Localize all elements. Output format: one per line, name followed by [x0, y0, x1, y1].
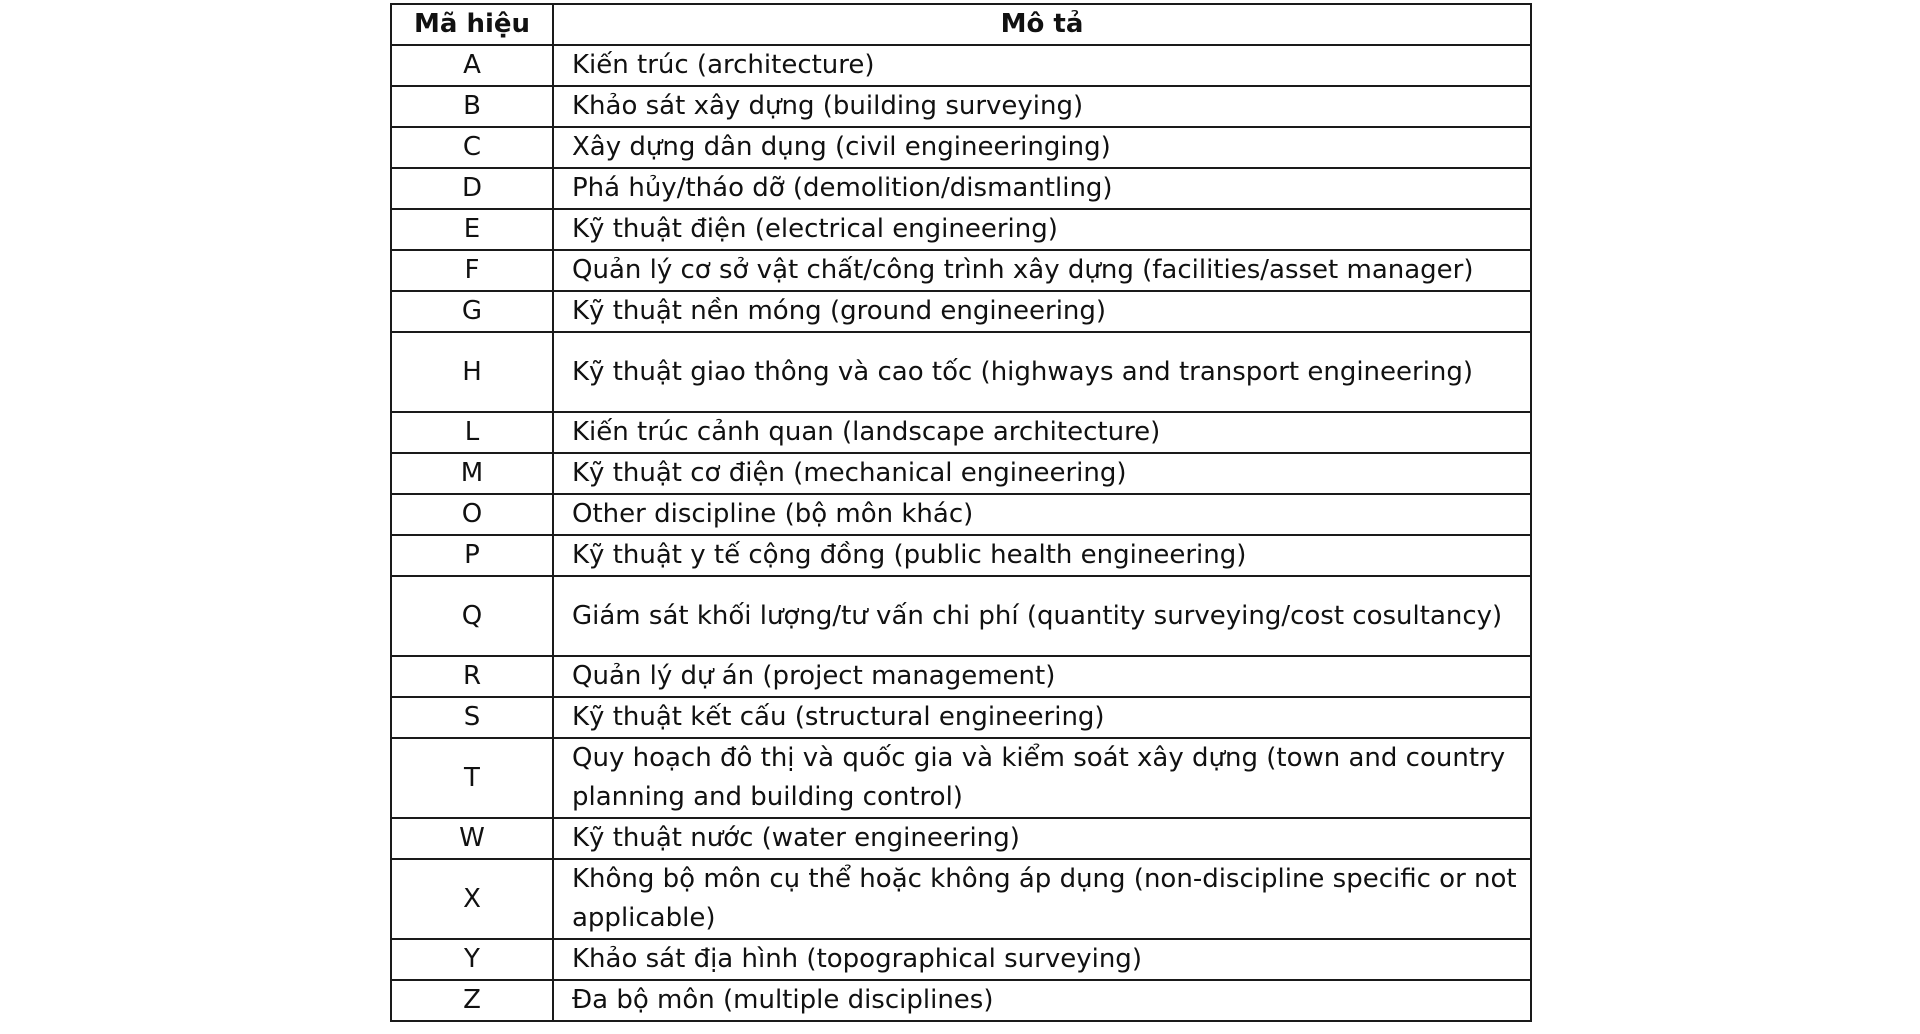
- row-code: E: [391, 209, 553, 250]
- discipline-codes-table: [390, 3, 1532, 1022]
- row-description: Đa bộ môn (multiple disciplines): [553, 980, 1531, 1021]
- table-row: [391, 453, 1531, 494]
- table-row: [391, 980, 1531, 1021]
- table-row: [391, 576, 1531, 656]
- row-description: Khảo sát xây dựng (building surveying): [553, 86, 1531, 127]
- table-row: [391, 127, 1531, 168]
- row-description: Kỹ thuật kết cấu (structural engineering): [553, 697, 1531, 738]
- table-row: [391, 168, 1531, 209]
- row-code: Z: [391, 980, 553, 1021]
- row-description: Kỹ thuật giao thông và cao tốc (highways and transport engineering): [553, 332, 1531, 412]
- row-description: Xây dựng dân dụng (civil engineeringing): [553, 127, 1531, 168]
- row-code: Q: [391, 576, 553, 656]
- header-description: Mô tả: [553, 4, 1531, 45]
- row-code: M: [391, 453, 553, 494]
- table-row: [391, 209, 1531, 250]
- table-row: [391, 738, 1531, 818]
- row-description: Khảo sát địa hình (topographical surveying): [553, 939, 1531, 980]
- table-row: [391, 412, 1531, 453]
- row-code: C: [391, 127, 553, 168]
- row-description: Kiến trúc (architecture): [553, 45, 1531, 86]
- table-body: [391, 45, 1531, 1021]
- row-code: S: [391, 697, 553, 738]
- row-code: F: [391, 250, 553, 291]
- row-code: L: [391, 412, 553, 453]
- row-description: Kiến trúc cảnh quan (landscape architecture): [553, 412, 1531, 453]
- row-code: P: [391, 535, 553, 576]
- row-code: R: [391, 656, 553, 697]
- row-description: Kỹ thuật điện (electrical engineering): [553, 209, 1531, 250]
- table-row: [391, 697, 1531, 738]
- row-code: D: [391, 168, 553, 209]
- row-description: Kỹ thuật nền móng (ground engineering): [553, 291, 1531, 332]
- table-row: [391, 859, 1531, 939]
- row-code: B: [391, 86, 553, 127]
- row-code: G: [391, 291, 553, 332]
- table-row: [391, 535, 1531, 576]
- row-code: W: [391, 818, 553, 859]
- row-description: Quản lý dự án (project management): [553, 656, 1531, 697]
- row-code: A: [391, 45, 553, 86]
- table-row: [391, 86, 1531, 127]
- table-row: [391, 494, 1531, 535]
- header-code: Mã hiệu: [391, 4, 553, 45]
- row-description: Không bộ môn cụ thể hoặc không áp dụng (non-discipline specific or not applicable): [553, 859, 1531, 939]
- row-description: Other discipline (bộ môn khác): [553, 494, 1531, 535]
- row-code: T: [391, 738, 553, 818]
- row-code: O: [391, 494, 553, 535]
- table-row: [391, 332, 1531, 412]
- row-description: Quản lý cơ sở vật chất/công trình xây dựng (facilities/asset manager): [553, 250, 1531, 291]
- row-code: H: [391, 332, 553, 412]
- row-description: Giám sát khối lượng/tư vấn chi phí (quantity surveying/cost cosultancy): [553, 576, 1531, 656]
- row-description: Kỹ thuật nước (water engineering): [553, 818, 1531, 859]
- table-row: [391, 818, 1531, 859]
- table-row: [391, 291, 1531, 332]
- table-header-row: [391, 4, 1531, 45]
- table-row: [391, 939, 1531, 980]
- table-row: [391, 250, 1531, 291]
- row-description: Kỹ thuật y tế cộng đồng (public health engineering): [553, 535, 1531, 576]
- row-code: Y: [391, 939, 553, 980]
- row-description: Quy hoạch đô thị và quốc gia và kiểm soát xây dựng (town and country planning and building control): [553, 738, 1531, 818]
- row-description: Kỹ thuật cơ điện (mechanical engineering): [553, 453, 1531, 494]
- table-row: [391, 656, 1531, 697]
- table-row: [391, 45, 1531, 86]
- row-description: Phá hủy/tháo dỡ (demolition/dismantling): [553, 168, 1531, 209]
- row-code: X: [391, 859, 553, 939]
